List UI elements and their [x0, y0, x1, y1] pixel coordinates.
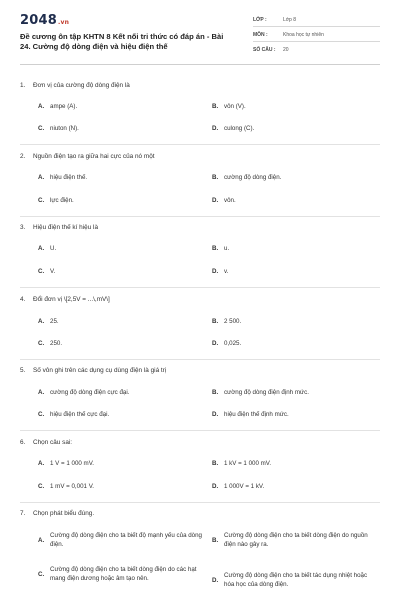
option-b[interactable] — [212, 318, 241, 325]
option-text: 1 mV = 0,001 V. — [50, 483, 94, 490]
option-text: hiệu điện thế định mức. — [224, 411, 289, 418]
meta-class-row — [253, 14, 380, 27]
option-d[interactable] — [212, 268, 228, 275]
option-b[interactable] — [212, 460, 271, 467]
option-letter: D. — [212, 411, 219, 418]
question-divider — [20, 216, 380, 217]
meta-class-label: LỚP : — [253, 17, 267, 23]
meta-subject-label: MÔN : — [253, 32, 268, 38]
question-text: Nguồn điện tạo ra giữa hai cực của nó một — [33, 152, 155, 160]
option-text: niuton (N). — [50, 125, 79, 132]
option-text: Cường độ dòng điện cho ta biết dòng điện do các hạt mang điện dương hoặc âm tạo nên. — [50, 566, 197, 582]
document-title: Đề cương ôn tập KHTN 8 Kết nối tri thức có đáp án - Bài 24. Cường độ dòng điện và hiệu điện thế — [20, 32, 224, 51]
option-c[interactable] — [38, 197, 74, 204]
question-2 — [20, 150, 380, 162]
question-text: Chọn phát biểu đúng. — [33, 509, 95, 517]
question-number: 2. — [20, 152, 26, 160]
option-letter: B. — [212, 460, 219, 467]
option-letter: B. — [212, 245, 219, 252]
question-4 — [20, 293, 380, 305]
option-letter: A. — [38, 389, 45, 396]
option-text: Cường độ dòng điện cho ta biết dòng điện do nguồn điện nào gây ra. — [224, 532, 368, 548]
option-text: 1 V = 1 000 mV. — [50, 460, 94, 467]
option-letter: A. — [38, 174, 45, 181]
option-a[interactable] — [38, 103, 77, 110]
option-b[interactable] — [212, 389, 309, 396]
question-divider — [20, 502, 380, 503]
question-number: 4. — [20, 295, 26, 303]
option-letter: B. — [212, 174, 219, 181]
question-divider — [20, 359, 380, 360]
option-a[interactable] — [38, 460, 94, 467]
option-letter: D. — [212, 197, 219, 204]
question-divider — [20, 430, 380, 431]
meta-subject-row — [253, 29, 380, 42]
option-d[interactable] — [212, 571, 380, 589]
option-letter: D. — [212, 340, 219, 347]
option-letter: A. — [38, 460, 45, 467]
option-c[interactable] — [38, 268, 55, 275]
question-1 — [20, 79, 380, 91]
option-a[interactable] — [38, 174, 87, 181]
option-text: lực điện. — [50, 197, 74, 204]
option-text: 25. — [50, 318, 59, 325]
meta-count-row — [253, 44, 380, 56]
option-text: culong (C). — [224, 125, 255, 132]
logo-ext: .vn — [57, 19, 70, 26]
option-d[interactable] — [212, 483, 264, 490]
question-text: Đổi đơn vị \[2,5V = ...\,mV\] — [33, 295, 110, 303]
option-text: 1 000V = 1 kV. — [224, 483, 265, 490]
option-text: U. — [50, 245, 57, 252]
option-c[interactable] — [38, 125, 79, 132]
option-text: cường độ dòng điện. — [224, 174, 282, 181]
option-b[interactable] — [212, 531, 380, 549]
option-letter: D. — [212, 483, 219, 490]
option-text: vôn. — [224, 197, 236, 204]
option-text: 250. — [50, 340, 63, 347]
option-letter: B. — [212, 103, 219, 110]
option-letter: C. — [38, 411, 45, 418]
option-text: ampe (A). — [50, 103, 78, 110]
option-c[interactable] — [38, 565, 206, 583]
option-d[interactable] — [212, 411, 289, 418]
option-a[interactable] — [38, 531, 206, 549]
meta-box — [253, 14, 380, 58]
option-letter: C. — [38, 268, 45, 275]
option-a[interactable] — [38, 245, 56, 252]
question-number: 6. — [20, 438, 26, 446]
option-letter: A. — [38, 318, 45, 325]
option-letter: C. — [38, 483, 45, 490]
question-text: Hiệu điện thế kí hiệu là — [33, 223, 99, 231]
option-d[interactable] — [212, 197, 236, 204]
option-text: cường độ dòng điện định mức. — [224, 389, 309, 396]
option-text: v. — [224, 268, 229, 275]
option-letter: A. — [38, 245, 45, 252]
option-text: Cường độ dòng điện cho ta biết tác dụng nhiệt hoặc hóa học của dòng điện. — [224, 572, 368, 588]
question-divider — [20, 144, 380, 145]
option-a[interactable] — [38, 318, 59, 325]
meta-subject-value: Khoa học tự nhiên — [283, 32, 324, 38]
option-text: 1 kV = 1 000 mV. — [224, 460, 272, 467]
option-text: cường độ dòng điện cực đại. — [50, 389, 130, 396]
question-number: 1. — [20, 81, 26, 89]
header — [0, 0, 400, 62]
option-letter: D. — [212, 576, 219, 584]
option-text: 2 500. — [224, 318, 242, 325]
option-letter: C. — [38, 125, 45, 132]
option-d[interactable] — [212, 125, 254, 132]
option-letter: D. — [212, 125, 219, 132]
option-letter: C. — [38, 570, 45, 578]
question-number: 3. — [20, 223, 26, 231]
option-text: vôn (V). — [224, 103, 246, 110]
question-6 — [20, 436, 380, 448]
option-text: 0,025. — [224, 340, 242, 347]
question-text: Chọn câu sai: — [33, 438, 73, 446]
option-text: u. — [224, 245, 230, 252]
option-letter: C. — [38, 340, 45, 347]
option-letter: B. — [212, 318, 219, 325]
option-letter: B. — [212, 389, 219, 396]
option-text: Cường độ dòng điện cho ta biết độ mạnh yếu của dòng điện. — [50, 532, 202, 548]
header-divider — [20, 64, 380, 65]
option-b[interactable] — [212, 103, 246, 110]
option-d[interactable] — [212, 340, 241, 347]
question-text: Số vôn ghi trên các dụng cụ dùng điện là giá trị — [33, 366, 167, 374]
question-7 — [20, 507, 380, 519]
meta-count-value: 20 — [283, 47, 289, 53]
option-letter: D. — [212, 268, 219, 275]
question-number: 5. — [20, 366, 26, 374]
option-text: V. — [50, 268, 56, 275]
option-letter: B. — [212, 536, 219, 544]
logo-text: 2048 — [20, 13, 57, 28]
option-c[interactable] — [38, 483, 94, 490]
option-c[interactable] — [38, 340, 62, 347]
meta-class-value: Lớp 8 — [283, 17, 297, 23]
option-letter: A. — [38, 536, 45, 544]
meta-count-label: SỐ CÂU : — [253, 47, 276, 53]
question-3 — [20, 221, 380, 233]
question-5 — [20, 364, 380, 376]
option-text: hiệu điện thế. — [50, 174, 88, 181]
option-b[interactable] — [212, 174, 281, 181]
option-c[interactable] — [38, 411, 109, 418]
option-text: hiệu điện thế cực đại. — [50, 411, 110, 418]
site-logo[interactable] — [20, 13, 69, 28]
question-number: 7. — [20, 509, 26, 517]
option-b[interactable] — [212, 245, 229, 252]
option-letter: C. — [38, 197, 45, 204]
question-divider — [20, 287, 380, 288]
question-text: Đơn vị của cường độ dòng điện là — [33, 81, 130, 89]
option-a[interactable] — [38, 389, 129, 396]
option-letter: A. — [38, 103, 45, 110]
